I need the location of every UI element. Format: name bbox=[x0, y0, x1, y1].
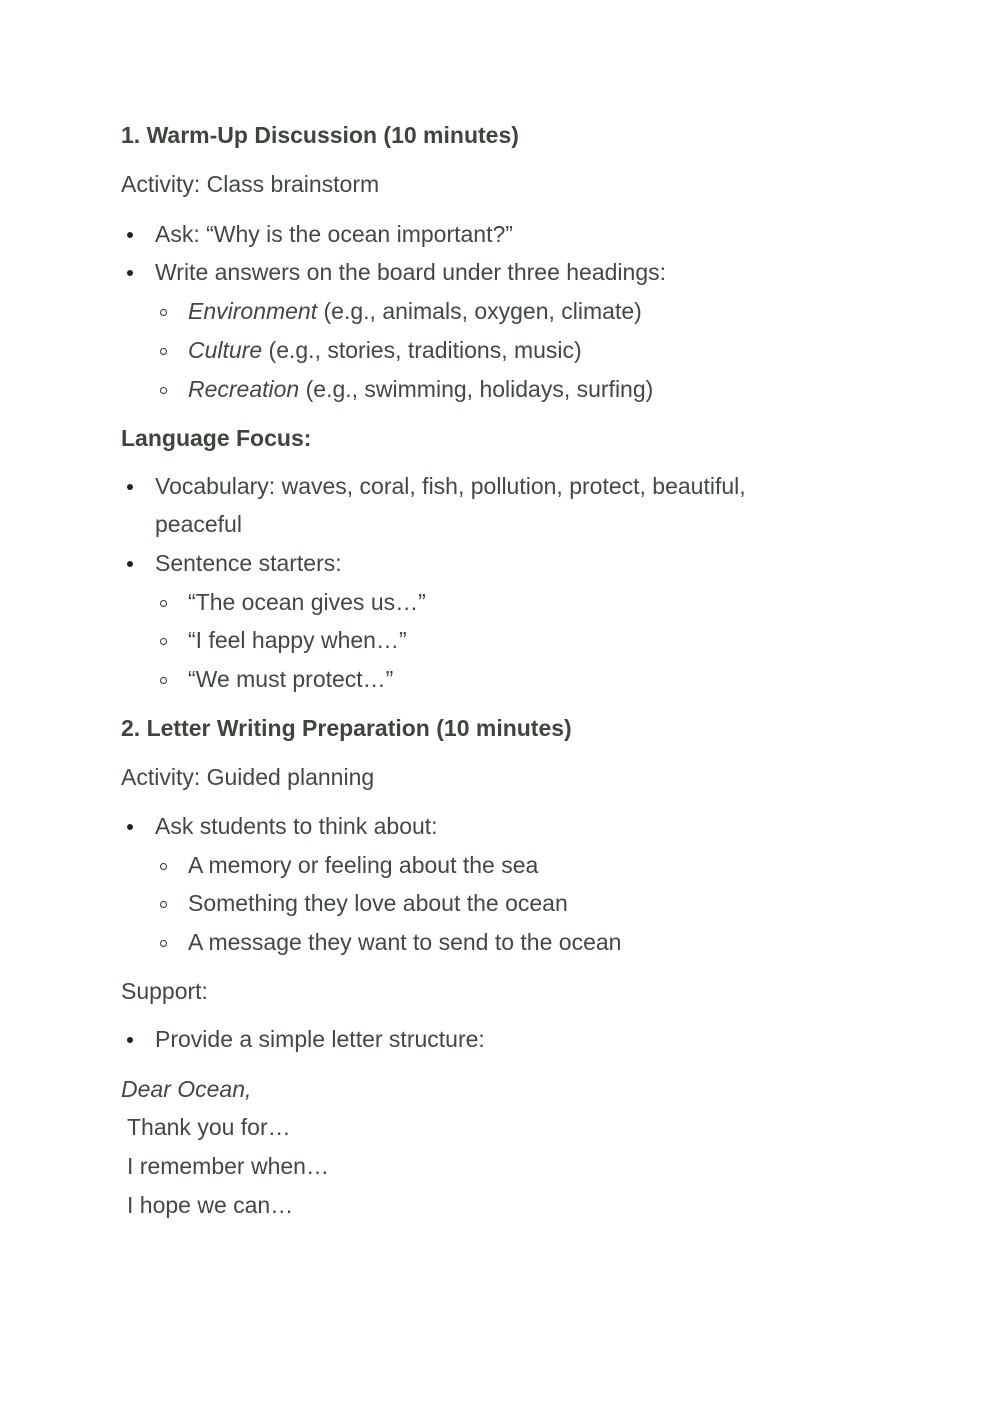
sub-list-item-text: A memory or feeling about the sea bbox=[188, 852, 539, 878]
heading-term: Recreation bbox=[188, 376, 300, 402]
section-heading-letter-writing: 2. Letter Writing Preparation (10 minutes) bbox=[121, 715, 572, 741]
sub-list-item-text: A message they want to send to the ocean bbox=[188, 929, 622, 955]
heading-examples: (e.g., swimming, holidays, surfing) bbox=[299, 376, 654, 402]
letter-line: I hope we can… bbox=[127, 1192, 294, 1218]
circle-bullet-icon bbox=[160, 901, 167, 908]
circle-bullet-icon bbox=[160, 940, 167, 947]
sub-list-item-text: “We must protect…” bbox=[188, 666, 394, 692]
support-label: Support: bbox=[121, 978, 208, 1004]
list-item-text: Write answers on the board under three headings: bbox=[155, 259, 666, 285]
list-item-text: Vocabulary: waves, coral, fish, pollution, protect, beautiful, bbox=[155, 473, 746, 499]
activity-text: Activity: Guided planning bbox=[121, 764, 375, 790]
heading-examples: (e.g., animals, oxygen, climate) bbox=[317, 298, 642, 324]
circle-bullet-icon bbox=[160, 348, 167, 355]
bullet-icon bbox=[127, 561, 133, 567]
sub-list-item-text: “The ocean gives us…” bbox=[188, 589, 426, 615]
bullet-icon bbox=[127, 1037, 133, 1043]
sub-list-item-text: “I feel happy when…” bbox=[188, 627, 407, 653]
bullet-icon bbox=[127, 824, 133, 830]
list-item-text: peaceful bbox=[155, 511, 242, 537]
circle-bullet-icon bbox=[160, 600, 167, 607]
bullet-icon bbox=[127, 484, 133, 490]
circle-bullet-icon bbox=[160, 387, 167, 394]
circle-bullet-icon bbox=[160, 677, 167, 684]
bullet-icon bbox=[127, 270, 133, 276]
section-heading-language-focus: Language Focus: bbox=[121, 425, 312, 451]
list-item-text: Ask: “Why is the ocean important?” bbox=[155, 221, 513, 247]
circle-bullet-icon bbox=[160, 863, 167, 870]
section-heading-warm-up: 1. Warm-Up Discussion (10 minutes) bbox=[121, 122, 519, 148]
circle-bullet-icon bbox=[160, 309, 167, 316]
heading-term: Culture bbox=[188, 337, 263, 363]
bullet-icon bbox=[127, 232, 133, 238]
heading-term: Environment bbox=[188, 298, 318, 324]
list-item-text: Ask students to think about: bbox=[155, 813, 438, 839]
sub-list-item-text bbox=[188, 335, 582, 365]
list-item-text: Sentence starters: bbox=[155, 550, 342, 576]
letter-greeting: Dear Ocean, bbox=[121, 1076, 252, 1102]
circle-bullet-icon bbox=[160, 638, 167, 645]
sub-list-item-text: Something they love about the ocean bbox=[188, 890, 568, 916]
letter-line: I remember when… bbox=[127, 1153, 329, 1179]
list-item-text: Provide a simple letter structure: bbox=[155, 1026, 485, 1052]
sub-list-item-text bbox=[188, 374, 653, 404]
letter-line: Thank you for… bbox=[127, 1114, 291, 1140]
activity-text: Activity: Class brainstorm bbox=[121, 171, 380, 197]
heading-examples: (e.g., stories, traditions, music) bbox=[262, 337, 582, 363]
sub-list-item-text bbox=[188, 296, 642, 326]
